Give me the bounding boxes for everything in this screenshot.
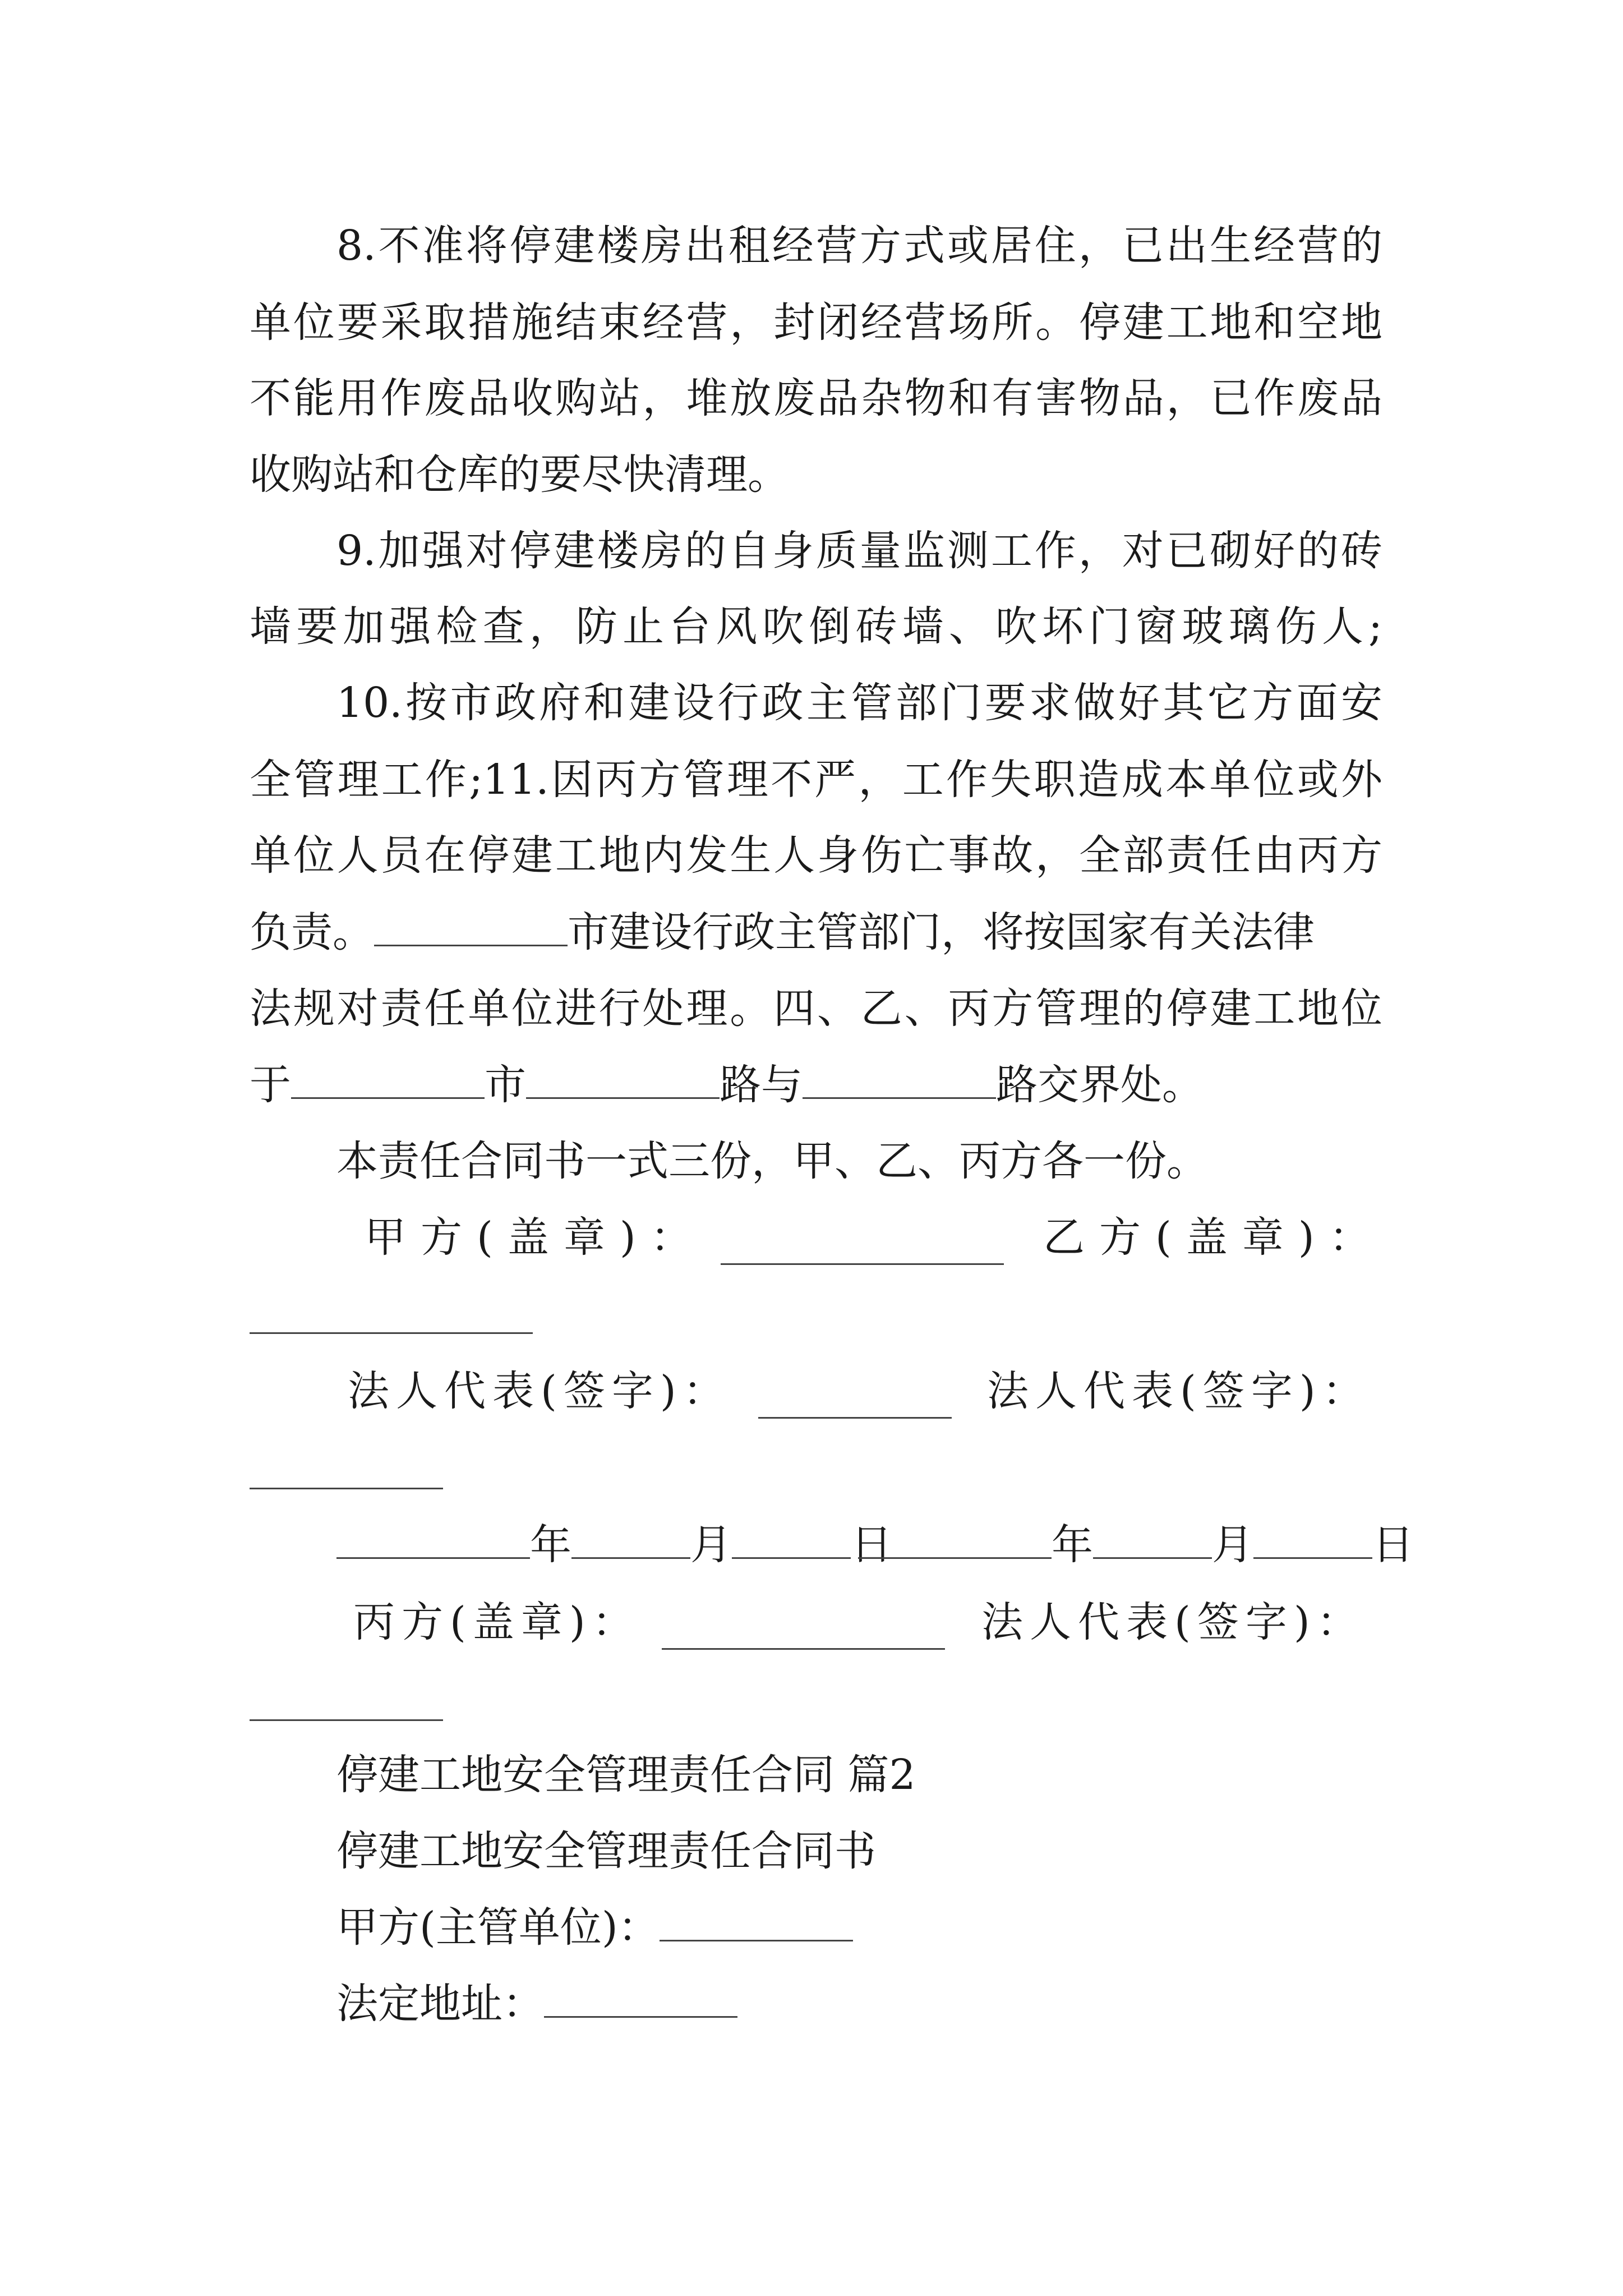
date-a-month-blank[interactable]	[571, 1517, 690, 1559]
date-a-day-blank[interactable]	[732, 1517, 851, 1559]
party-a-blank[interactable]	[660, 1899, 853, 1941]
date-b-year: 年	[1052, 1521, 1093, 1569]
copies-statement: 本责任合同书一式三份，甲、乙、丙方各一份。	[336, 1137, 1208, 1185]
address-label: 法定地址：	[336, 1980, 544, 2028]
clause-8-line-2: 单位要采取措施结束经营，封闭经营场所。停建工地和空地	[250, 298, 1382, 347]
location-blank-3[interactable]	[803, 1057, 996, 1099]
date-a-day: 日	[851, 1521, 892, 1569]
clause-8-line-4: 收购站和仓库的要尽快清理。	[250, 450, 789, 499]
city-blank[interactable]	[374, 904, 568, 946]
date-a-year-blank[interactable]	[336, 1517, 530, 1559]
legal-rep-a-blank[interactable]	[758, 1377, 952, 1419]
legal-rep-b-label: 法人代表(签字)：	[987, 1367, 1371, 1415]
legal-rep-c-blank[interactable]	[250, 1718, 443, 1721]
location-suffix: 路交界处。	[996, 1061, 1204, 1109]
party-a-label: 甲方(主管单位)：	[336, 1903, 660, 1952]
date-line	[336, 1517, 892, 1573]
section-2-heading: 停建工地安全管理责任合同 篇2	[336, 1751, 916, 1799]
date-b-day: 日	[1372, 1521, 1414, 1569]
legal-rep-a-label: 法人代表(签字)：	[348, 1367, 731, 1415]
location-road-and: 路与	[720, 1061, 803, 1109]
party-b-seal-blank[interactable]	[250, 1331, 533, 1334]
location-blank-2[interactable]	[526, 1057, 720, 1099]
date-a-year: 年	[530, 1521, 571, 1569]
date-line-b	[858, 1517, 1414, 1573]
location-blank-1[interactable]	[291, 1057, 485, 1099]
location-city: 市	[485, 1061, 526, 1109]
section-2-address	[336, 1976, 1382, 2032]
authority-text: 市建设行政主管部门，将按国家有关法律	[568, 908, 1315, 956]
section-2-party-a	[336, 1899, 1382, 1955]
party-c-seal-blank[interactable]	[662, 1608, 945, 1650]
clause-8-line-3: 不能用作废品收购站，堆放废品杂物和有害物品，已作废品	[250, 374, 1382, 422]
date-b-month-blank[interactable]	[1093, 1517, 1212, 1559]
location-prefix: 于	[250, 1061, 291, 1109]
party-b-seal-label: 乙方(盖章)：	[1043, 1213, 1385, 1262]
date-b-year-blank[interactable]	[858, 1517, 1052, 1559]
clause-9-line-2: 墙要加强检查，防止台风吹倒砖墙、吹坏门窗玻璃伤人;	[250, 602, 1382, 651]
section-2-title: 停建工地安全管理责任合同书	[336, 1827, 876, 1875]
address-blank[interactable]	[544, 1976, 737, 2018]
party-c-seal-label: 丙方(盖章)：	[353, 1598, 640, 1646]
legal-rep-b-blank[interactable]	[250, 1487, 443, 1489]
clause-8-line-1: 8.不准将停建楼房出租经营方式或居住，已出生经营的	[336, 222, 1382, 270]
date-b-day-blank[interactable]	[1253, 1517, 1372, 1559]
clause-9-line-1: 9.加强对停建楼房的自身质量监测工作，对已砌好的砖	[336, 527, 1382, 575]
clause-10-line-3: 单位人员在停建工地内发生人身伤亡事故，全部责任由丙方	[250, 831, 1382, 880]
date-b-month: 月	[1212, 1521, 1253, 1569]
clause-10-line-6	[250, 1057, 1382, 1113]
clause-10-line-4	[250, 904, 1382, 960]
party-a-seal-label: 甲方(盖章)：	[365, 1213, 707, 1262]
responsibility-text: 负责。	[250, 908, 374, 956]
clause-10-line-5: 法规对责任单位进行处理。四、乙、丙方管理的停建工地位	[250, 984, 1382, 1033]
clause-10-line-1: 10.按市政府和建设行政主管部门要求做好其它方面安	[336, 679, 1382, 727]
clause-10-line-2: 全管理工作;11.因丙方管理不严，工作失职造成本单位或外	[250, 756, 1382, 804]
legal-rep-c-label: 法人代表(签字)：	[981, 1598, 1365, 1646]
date-a-month: 月	[690, 1521, 732, 1569]
party-a-seal-blank[interactable]	[721, 1223, 1004, 1265]
